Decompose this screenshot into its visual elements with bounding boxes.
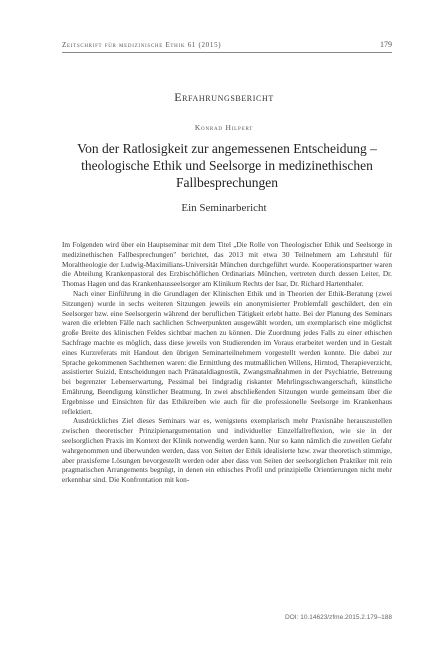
article-title: Von der Ratlosigkeit zur angemessenen Entscheidung – theologische Ethik und Seelsorge in medizinethischen Fallbesprechungen [77,141,377,190]
header-rule [62,52,392,53]
body-paragraph: Im Folgenden wird über ein Hauptseminar mit dem Titel „Die Rolle von Theologischer Ethik und Seelsorge in medizinethischen Fallbesprechungen" berichtet, das 2013 mit etwa 30 Teilnehmern am Lehrstuhl für Moraltheologie der Ludwig-Maximilians-Universität München durchgeführt wurde. Kooperationspartner waren die Abteilung Krankenpastoral des Erzbischöflichen Ordinariats München, vertreten durch dessen Leiter, Dr. Thomas Hagen und das Krankenhausseelsorger am Klinikum Rechts der Isar, Dr. Richard Hartenthaler. [62,240,392,289]
doi-line: DOI: 10.14623/zfme.2015.2.179–188 [285,614,392,621]
article-subtitle: Ein Seminarbericht [181,202,267,214]
body-paragraph: Ausdrückliches Ziel dieses Seminars war es, wenigstens exemplarisch mehr Praxisnähe herauszustellen zwischen theoretischer Prinzipienargumentation und individueller Einzelfallreflexion, wie sie in der seelsorglichen Praxis im Kontext der Klinik notwendig werden kann. Nur so kann nämlich die zuweilen Gefahr wahrgenommen und überwunden werden, dass von Seiten der Ethik idealisierte bzw. zwar theoretisch stimmige, aber praxisferne Lösungen bevorgestellt werden oder aber dass von Seiten der seelsorglichen Praktiker mit rein pragmatischen Arrangements begnügt, in denen ein ethisches Profil und prinzipielle Orientierungen nicht mehr erkennbar sind. Die Konfrontation mit kon- [62,416,392,485]
article-body [62,240,392,485]
running-head [62,40,392,49]
author-name: Konrad Hilpert [194,123,254,132]
section-label: Erfahrungsbericht [174,90,274,104]
journal-name: Zeitschrift für medizinische Ethik 61 (2015) [62,41,222,49]
body-paragraph: Nach einer Einführung in die Grundlagen der Klinischen Ethik und in Theorien der Ethik-Beratung (zwei Sitzungen) wurde in sechs weiteren Sitzungen jeweils ein anonymisierter Problemfall geschildert, den ein Seelsorger bzw. eine Seelsorgerin während der beruflichen Tätigkeit erlebt hatte. Bei der Planung des Seminars waren die erlebten Fälle nach sachlichen Schwerpunkten ausgewählt worden, um exemplarisch eine möglichst große Breite des klinischen Feldes sichtbar machen zu können. Die Zuordnung jedes Falls zu einer ethischen Sachfrage machte es möglich, dass diese jeweils von Studierenden im Voraus erarbeitet werden und in Gestalt eines Kurzreferats mit Handout den übrigen Seminarteilnehmern vorgestellt werden konnte. Die dabei zur Sprache gekommenen Sachthemen waren: die Ermittlung des mutmaßlichen Willens, Hirntod, Therapieverzicht, assistierter Suizid, Entscheidungen nach Pränataldiagnostik, Zwangsmaßnahmen in der Psychiatrie, Betreuung bei begrenzter Lebenserwartung, Pessimal bei lindgradig riskanter Mehrlingsschwangerschaft, künstliche Ernährung, Beendigung künstlicher Beatmung. In zwei abschließenden Sitzungen wurde gemeinsam über die Ergebnisse und Einsichten für das Ethikreiben wie auch für die professionelle Seelsorge im Krankenhaus reflektiert. [62,288,392,416]
page-number: 179 [380,40,392,49]
